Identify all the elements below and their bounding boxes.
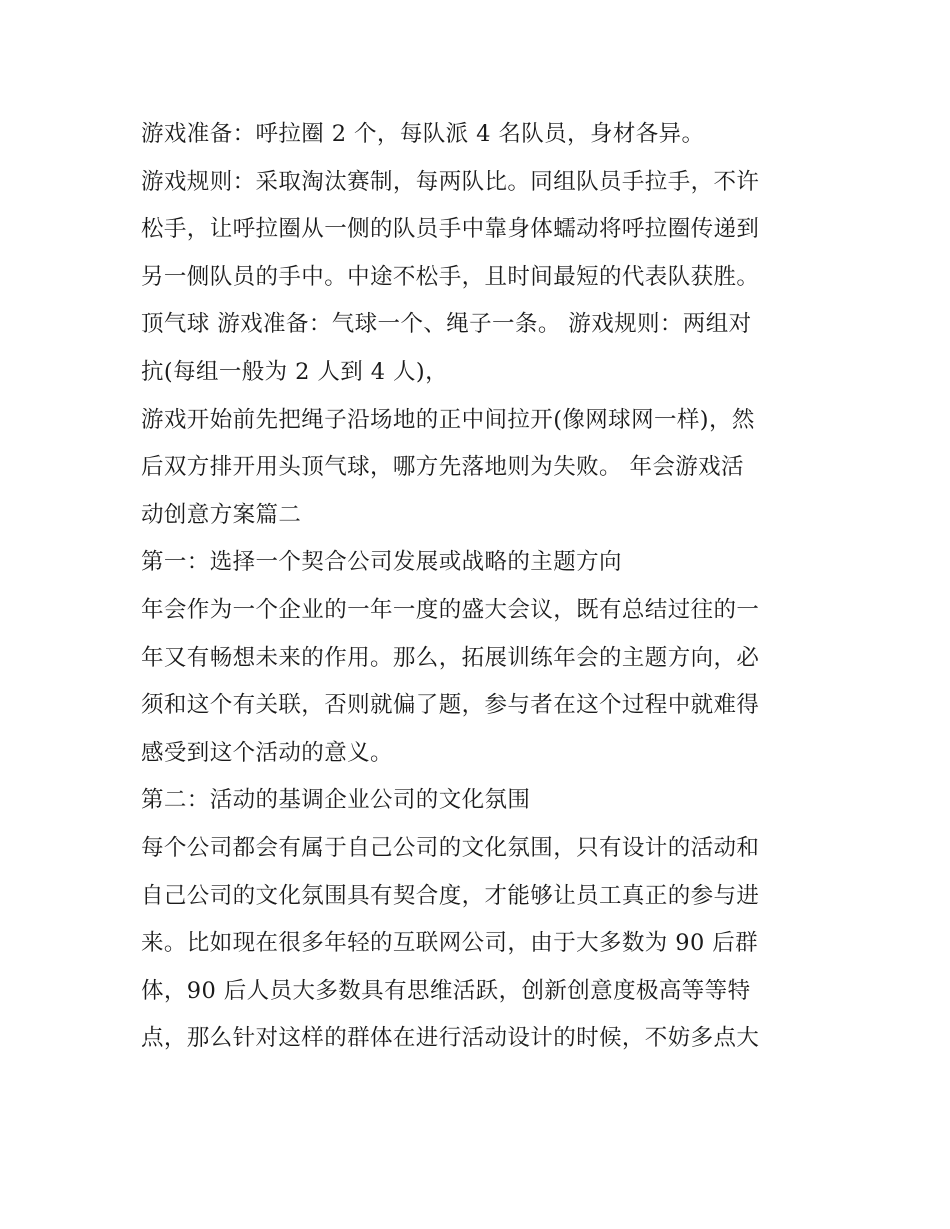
section-heading: 第二：活动的基调企业公司的文化氛围	[141, 787, 531, 814]
section-heading: 第一：选择一个契合公司发展或战略的主题方向	[141, 549, 622, 576]
document-page	[141, 111, 821, 1063]
text-line: 来。比如现在很多年轻的互联网公司，由于大多数为 90 后群	[141, 930, 759, 957]
text-line: 须和这个有关联，否则就偏了题，参与者在这个过程中就难得	[141, 692, 760, 719]
text-line: 每个公司都会有属于自己公司的文化氛围，只有设计的活动和	[141, 834, 760, 861]
text-line: 松手，让呼拉圈从一侧的队员手中靠身体蠕动将呼拉圈传递到	[141, 216, 760, 243]
text-line: 游戏规则：采取淘汰赛制，每两队比。同组队员手拉手，不许	[141, 168, 760, 195]
text-line: 另一侧队员的手中。中途不松手，且时间最短的代表队获胜。	[141, 263, 760, 290]
text-line: 游戏开始前先把绳子沿场地的正中间拉开(像网球网一样)，然	[141, 406, 755, 433]
text-line: 动创意方案篇二	[141, 501, 302, 528]
text-line: 年会作为一个企业的一年一度的盛大会议，既有总结过往的一	[141, 596, 760, 623]
text-line: 自己公司的文化氛围具有契合度，才能够让员工真正的参与进	[141, 882, 760, 909]
text-line: 感受到这个活动的意义。	[141, 739, 393, 766]
text-line: 点，那么针对这样的群体在进行活动设计的时候，不妨多点大	[141, 1025, 760, 1052]
text-line: 抗(每组一般为 2 人到 4 人)，	[141, 358, 448, 385]
text-line: 年又有畅想未来的作用。那么，拓展训练年会的主题方向，必	[141, 644, 760, 671]
text-line: 顶气球 游戏准备：气球一个、绳子一条。 游戏规则：两组对	[141, 311, 752, 338]
text-line: 后双方排开用头顶气球，哪方先落地则为失败。 年会游戏活	[141, 454, 744, 481]
text-line: 体，90 后人员大多数具有思维活跃，创新创意度极高等等特	[141, 977, 751, 1004]
text-line: 游戏准备：呼拉圈 2 个，每队派 4 名队员，身材各异。	[141, 121, 705, 147]
